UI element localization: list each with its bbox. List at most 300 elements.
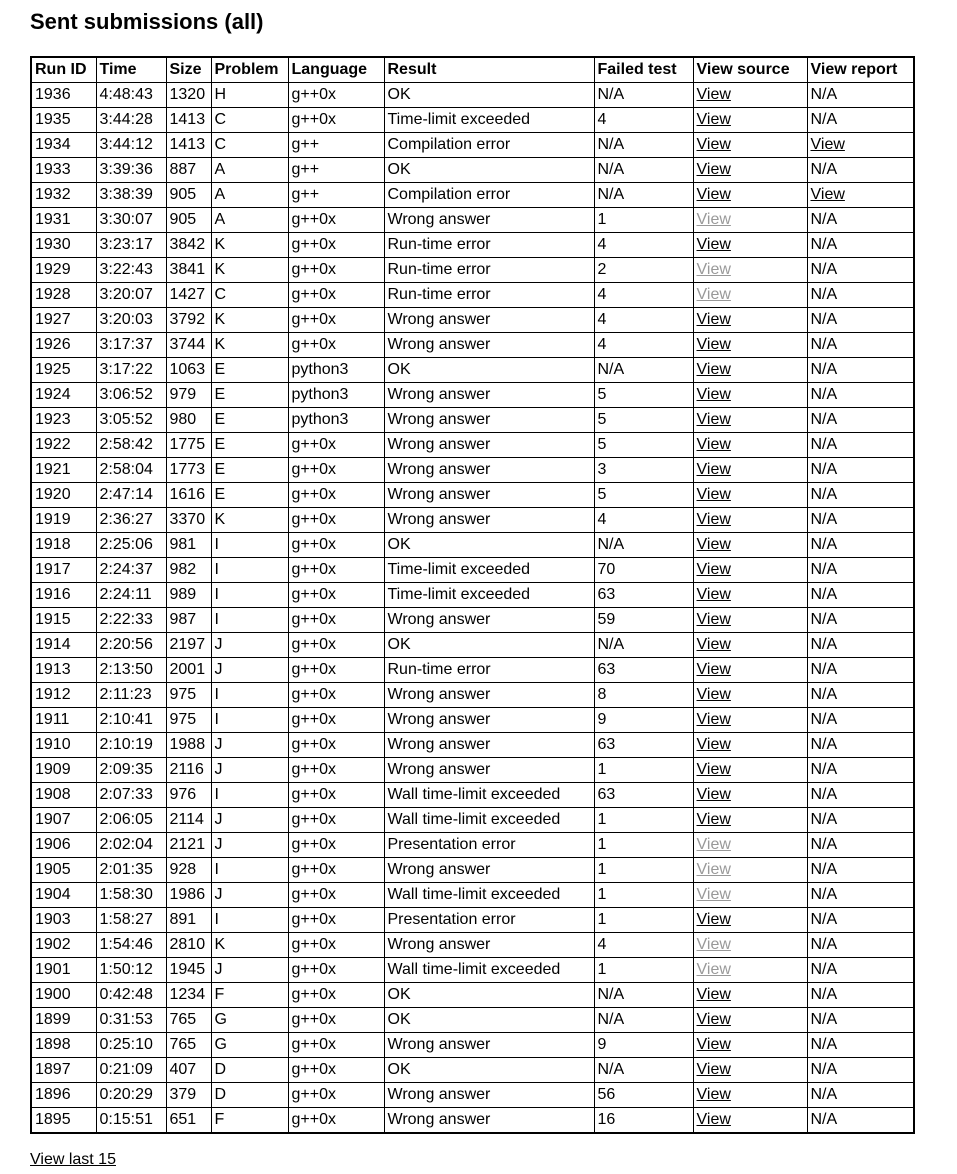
cell-language: g++0x — [288, 558, 384, 583]
view-source-link[interactable]: View — [696, 986, 731, 1003]
cell-view-report — [807, 183, 914, 208]
table-row — [31, 858, 914, 883]
cell-time: 3:22:43 — [96, 258, 166, 283]
cell-view-report: N/A — [807, 808, 914, 833]
cell-failed-test: 63 — [594, 783, 693, 808]
view-source-link[interactable]: View — [696, 886, 731, 903]
table-row — [31, 83, 914, 108]
view-source-link[interactable]: View — [696, 386, 731, 403]
cell-problem: C — [211, 133, 288, 158]
cell-view-source — [693, 858, 807, 883]
view-source-link[interactable]: View — [696, 161, 731, 178]
cell-language: g++0x — [288, 458, 384, 483]
view-source-link[interactable]: View — [696, 361, 731, 378]
cell-view-source — [693, 108, 807, 133]
table-row — [31, 258, 914, 283]
cell-problem: J — [211, 958, 288, 983]
table-row — [31, 108, 914, 133]
cell-time: 0:25:10 — [96, 1033, 166, 1058]
cell-view-source — [693, 1033, 807, 1058]
column-header-view-source: View source — [693, 57, 807, 83]
cell-failed-test: 1 — [594, 208, 693, 233]
table-row — [31, 558, 914, 583]
cell-language: g++0x — [288, 708, 384, 733]
table-row — [31, 633, 914, 658]
cell-run-id: 1933 — [31, 158, 96, 183]
cell-time: 3:20:03 — [96, 308, 166, 333]
view-source-link[interactable]: View — [696, 86, 731, 103]
cell-view-source — [693, 158, 807, 183]
view-source-link[interactable]: View — [696, 786, 731, 803]
view-source-link[interactable]: View — [696, 211, 731, 228]
table-row — [31, 358, 914, 383]
cell-run-id: 1903 — [31, 908, 96, 933]
view-source-link[interactable]: View — [696, 186, 731, 203]
cell-size: 891 — [166, 908, 211, 933]
cell-time: 2:22:33 — [96, 608, 166, 633]
view-source-link[interactable]: View — [696, 1036, 731, 1053]
cell-time: 2:10:19 — [96, 733, 166, 758]
cell-language: g++0x — [288, 283, 384, 308]
cell-problem: K — [211, 508, 288, 533]
cell-size: 2197 — [166, 633, 211, 658]
cell-size: 1063 — [166, 358, 211, 383]
cell-result: OK — [384, 1008, 594, 1033]
cell-failed-test: 63 — [594, 658, 693, 683]
cell-result: Wrong answer — [384, 1083, 594, 1108]
cell-problem: I — [211, 533, 288, 558]
cell-problem: I — [211, 683, 288, 708]
cell-run-id: 1915 — [31, 608, 96, 633]
cell-size: 2810 — [166, 933, 211, 958]
cell-time: 3:44:12 — [96, 133, 166, 158]
cell-view-source — [693, 1083, 807, 1108]
view-source-link[interactable]: View — [696, 111, 731, 128]
cell-view-report: N/A — [807, 233, 914, 258]
cell-size: 2001 — [166, 658, 211, 683]
column-header-result: Result — [384, 57, 594, 83]
cell-time: 3:39:36 — [96, 158, 166, 183]
cell-view-report: N/A — [807, 583, 914, 608]
cell-view-source — [693, 458, 807, 483]
cell-size: 1945 — [166, 958, 211, 983]
cell-failed-test: 63 — [594, 733, 693, 758]
cell-run-id: 1920 — [31, 483, 96, 508]
table-row — [31, 758, 914, 783]
cell-time: 0:20:29 — [96, 1083, 166, 1108]
cell-result: Wrong answer — [384, 408, 594, 433]
cell-view-report: N/A — [807, 683, 914, 708]
table-row — [31, 508, 914, 533]
cell-view-report: N/A — [807, 733, 914, 758]
cell-result: Wall time-limit exceeded — [384, 783, 594, 808]
cell-view-source — [693, 833, 807, 858]
table-row — [31, 183, 914, 208]
cell-failed-test: 1 — [594, 958, 693, 983]
cell-result: Wrong answer — [384, 733, 594, 758]
cell-time: 1:50:12 — [96, 958, 166, 983]
table-row — [31, 308, 914, 333]
table-row — [31, 883, 914, 908]
cell-run-id: 1918 — [31, 533, 96, 558]
table-row — [31, 708, 914, 733]
cell-run-id: 1935 — [31, 108, 96, 133]
cell-failed-test: 5 — [594, 433, 693, 458]
cell-language: g++ — [288, 133, 384, 158]
cell-result: Wrong answer — [384, 608, 594, 633]
cell-run-id: 1906 — [31, 833, 96, 858]
cell-view-source — [693, 808, 807, 833]
cell-size: 989 — [166, 583, 211, 608]
cell-size: 2121 — [166, 833, 211, 858]
cell-size: 3841 — [166, 258, 211, 283]
cell-problem: J — [211, 658, 288, 683]
table-row — [31, 983, 914, 1008]
cell-time: 1:58:27 — [96, 908, 166, 933]
cell-view-report: N/A — [807, 708, 914, 733]
cell-failed-test: N/A — [594, 158, 693, 183]
cell-view-source — [693, 658, 807, 683]
view-source-link[interactable]: View — [696, 686, 731, 703]
cell-run-id: 1901 — [31, 958, 96, 983]
cell-run-id: 1896 — [31, 1083, 96, 1108]
view-source-link[interactable]: View — [696, 811, 731, 828]
cell-problem: K — [211, 308, 288, 333]
table-row — [31, 458, 914, 483]
column-header-problem: Problem — [211, 57, 288, 83]
view-source-link[interactable]: View — [696, 311, 731, 328]
cell-size: 407 — [166, 1058, 211, 1083]
cell-result: Wrong answer — [384, 1033, 594, 1058]
cell-view-report: N/A — [807, 308, 914, 333]
view-source-link[interactable]: View — [696, 261, 731, 278]
cell-language: g++0x — [288, 1058, 384, 1083]
cell-problem: H — [211, 83, 288, 108]
cell-run-id: 1910 — [31, 733, 96, 758]
view-source-link[interactable]: View — [696, 711, 731, 728]
cell-result: Run-time error — [384, 258, 594, 283]
cell-problem: I — [211, 608, 288, 633]
cell-result: Wrong answer — [384, 458, 594, 483]
view-source-link[interactable]: View — [696, 586, 731, 603]
cell-problem: E — [211, 408, 288, 433]
cell-run-id: 1919 — [31, 508, 96, 533]
cell-size: 887 — [166, 158, 211, 183]
cell-result: OK — [384, 158, 594, 183]
cell-failed-test: N/A — [594, 1058, 693, 1083]
cell-view-report: N/A — [807, 83, 914, 108]
cell-time: 1:58:30 — [96, 883, 166, 908]
view-source-link[interactable]: View — [696, 336, 731, 353]
page-title: Sent submissions (all) — [30, 9, 264, 34]
cell-size: 3842 — [166, 233, 211, 258]
cell-time: 0:15:51 — [96, 1108, 166, 1134]
table-row — [31, 908, 914, 933]
cell-result: Wrong answer — [384, 333, 594, 358]
table-row — [31, 583, 914, 608]
cell-language: g++0x — [288, 1033, 384, 1058]
cell-size: 1234 — [166, 983, 211, 1008]
cell-language: g++0x — [288, 308, 384, 333]
cell-run-id: 1899 — [31, 1008, 96, 1033]
cell-problem: J — [211, 633, 288, 658]
cell-failed-test: N/A — [594, 533, 693, 558]
cell-result: Run-time error — [384, 283, 594, 308]
cell-problem: J — [211, 733, 288, 758]
view-source-link[interactable]: View — [696, 461, 731, 478]
table-row — [31, 683, 914, 708]
view-last-15-link[interactable]: View last 15 — [30, 1151, 116, 1168]
cell-view-report: N/A — [807, 908, 914, 933]
cell-language: g++0x — [288, 483, 384, 508]
cell-result: Run-time error — [384, 233, 594, 258]
cell-problem: G — [211, 1033, 288, 1058]
cell-run-id: 1914 — [31, 633, 96, 658]
table-row — [31, 958, 914, 983]
cell-result: Compilation error — [384, 133, 594, 158]
cell-view-report: N/A — [807, 758, 914, 783]
cell-language: g++0x — [288, 933, 384, 958]
cell-result: Wrong answer — [384, 933, 594, 958]
cell-run-id: 1911 — [31, 708, 96, 733]
cell-language: g++0x — [288, 808, 384, 833]
cell-time: 2:02:04 — [96, 833, 166, 858]
cell-view-source — [693, 933, 807, 958]
cell-run-id: 1907 — [31, 808, 96, 833]
table-body — [31, 83, 914, 1134]
cell-run-id: 1916 — [31, 583, 96, 608]
cell-view-source — [693, 508, 807, 533]
cell-result: Wrong answer — [384, 1108, 594, 1134]
cell-language: g++0x — [288, 783, 384, 808]
cell-language: g++0x — [288, 508, 384, 533]
cell-run-id: 1898 — [31, 1033, 96, 1058]
cell-view-report: N/A — [807, 158, 914, 183]
cell-size: 982 — [166, 558, 211, 583]
cell-view-report: N/A — [807, 558, 914, 583]
view-source-link[interactable]: View — [696, 661, 731, 678]
cell-time: 2:58:04 — [96, 458, 166, 483]
cell-view-report: N/A — [807, 508, 914, 533]
view-report-link[interactable]: View — [810, 186, 845, 203]
cell-run-id: 1921 — [31, 458, 96, 483]
view-source-link[interactable]: View — [696, 761, 731, 778]
cell-size: 651 — [166, 1108, 211, 1134]
cell-view-source — [693, 383, 807, 408]
cell-problem: I — [211, 908, 288, 933]
cell-time: 2:13:50 — [96, 658, 166, 683]
cell-size: 1988 — [166, 733, 211, 758]
table-row — [31, 833, 914, 858]
cell-failed-test: 1 — [594, 883, 693, 908]
cell-language: g++0x — [288, 608, 384, 633]
table-row — [31, 1033, 914, 1058]
cell-size: 1320 — [166, 83, 211, 108]
cell-language: python3 — [288, 408, 384, 433]
view-source-link[interactable]: View — [696, 486, 731, 503]
cell-failed-test: 59 — [594, 608, 693, 633]
cell-time: 3:17:22 — [96, 358, 166, 383]
cell-view-source — [693, 558, 807, 583]
cell-run-id: 1917 — [31, 558, 96, 583]
cell-run-id: 1922 — [31, 433, 96, 458]
cell-time: 2:24:11 — [96, 583, 166, 608]
view-source-link[interactable]: View — [696, 1061, 731, 1078]
view-source-link[interactable]: View — [696, 536, 731, 553]
cell-view-source — [693, 483, 807, 508]
cell-failed-test: 2 — [594, 258, 693, 283]
column-header-size: Size — [166, 57, 211, 83]
cell-language: g++0x — [288, 733, 384, 758]
view-source-link[interactable]: View — [696, 836, 731, 853]
cell-view-source — [693, 583, 807, 608]
cell-size: 980 — [166, 408, 211, 433]
view-source-link[interactable]: View — [696, 1111, 731, 1128]
view-source-link[interactable]: View — [696, 286, 731, 303]
cell-language: g++0x — [288, 958, 384, 983]
cell-view-report: N/A — [807, 633, 914, 658]
cell-view-report: N/A — [807, 333, 914, 358]
cell-size: 1413 — [166, 133, 211, 158]
cell-result: OK — [384, 1058, 594, 1083]
cell-result: Wall time-limit exceeded — [384, 808, 594, 833]
cell-view-report: N/A — [807, 108, 914, 133]
cell-problem: J — [211, 808, 288, 833]
view-source-link[interactable]: View — [696, 911, 731, 928]
cell-view-source — [693, 308, 807, 333]
view-source-link[interactable]: View — [696, 561, 731, 578]
cell-failed-test: 1 — [594, 808, 693, 833]
cell-size: 981 — [166, 533, 211, 558]
cell-time: 2:25:06 — [96, 533, 166, 558]
cell-time: 3:38:39 — [96, 183, 166, 208]
view-report-link[interactable]: View — [810, 136, 845, 153]
cell-time: 2:24:37 — [96, 558, 166, 583]
cell-time: 2:09:35 — [96, 758, 166, 783]
view-source-link[interactable]: View — [696, 411, 731, 428]
cell-problem: K — [211, 933, 288, 958]
column-header-view-report: View report — [807, 57, 914, 83]
cell-result: Presentation error — [384, 908, 594, 933]
cell-view-report: N/A — [807, 433, 914, 458]
cell-failed-test: 4 — [594, 933, 693, 958]
cell-time: 3:20:07 — [96, 283, 166, 308]
view-source-link[interactable]: View — [696, 436, 731, 453]
cell-view-report: N/A — [807, 1083, 914, 1108]
view-source-link[interactable]: View — [696, 961, 731, 978]
cell-run-id: 1929 — [31, 258, 96, 283]
cell-failed-test: 4 — [594, 308, 693, 333]
cell-result: Wall time-limit exceeded — [384, 883, 594, 908]
cell-view-source — [693, 1108, 807, 1134]
cell-time: 2:07:33 — [96, 783, 166, 808]
view-source-link[interactable]: View — [696, 636, 731, 653]
cell-view-report: N/A — [807, 1033, 914, 1058]
cell-language: g++0x — [288, 1108, 384, 1134]
cell-time: 3:23:17 — [96, 233, 166, 258]
cell-result: Run-time error — [384, 658, 594, 683]
cell-view-source — [693, 233, 807, 258]
cell-time: 2:36:27 — [96, 508, 166, 533]
view-source-link[interactable]: View — [696, 861, 731, 878]
cell-view-source — [693, 208, 807, 233]
cell-language: g++0x — [288, 883, 384, 908]
cell-time: 3:30:07 — [96, 208, 166, 233]
cell-time: 4:48:43 — [96, 83, 166, 108]
cell-view-source — [693, 708, 807, 733]
table-row — [31, 333, 914, 358]
table-row — [31, 283, 914, 308]
view-source-link[interactable]: View — [696, 1011, 731, 1028]
view-source-link[interactable]: View — [696, 1086, 731, 1103]
cell-failed-test: 1 — [594, 758, 693, 783]
cell-language: g++0x — [288, 83, 384, 108]
cell-time: 2:11:23 — [96, 683, 166, 708]
cell-view-report: N/A — [807, 933, 914, 958]
cell-size: 905 — [166, 183, 211, 208]
cell-view-source — [693, 908, 807, 933]
cell-failed-test: 4 — [594, 108, 693, 133]
cell-problem: E — [211, 358, 288, 383]
cell-problem: D — [211, 1083, 288, 1108]
cell-language: g++0x — [288, 1008, 384, 1033]
table-row — [31, 608, 914, 633]
cell-run-id: 1932 — [31, 183, 96, 208]
cell-view-source — [693, 408, 807, 433]
cell-view-report: N/A — [807, 783, 914, 808]
cell-failed-test: 5 — [594, 408, 693, 433]
cell-view-report: N/A — [807, 258, 914, 283]
cell-view-report: N/A — [807, 283, 914, 308]
cell-result: OK — [384, 533, 594, 558]
cell-problem: G — [211, 1008, 288, 1033]
cell-failed-test: N/A — [594, 183, 693, 208]
cell-view-source — [693, 608, 807, 633]
cell-time: 3:06:52 — [96, 383, 166, 408]
view-source-link[interactable]: View — [696, 136, 731, 153]
submissions-table — [30, 56, 915, 1134]
cell-time: 2:58:42 — [96, 433, 166, 458]
cell-failed-test: N/A — [594, 1008, 693, 1033]
cell-language: g++0x — [288, 108, 384, 133]
cell-failed-test: 1 — [594, 858, 693, 883]
cell-problem: E — [211, 483, 288, 508]
cell-language: g++0x — [288, 833, 384, 858]
view-source-link[interactable]: View — [696, 611, 731, 628]
cell-failed-test: 4 — [594, 333, 693, 358]
cell-view-report: N/A — [807, 208, 914, 233]
cell-view-source — [693, 958, 807, 983]
cell-failed-test: 9 — [594, 1033, 693, 1058]
cell-problem: K — [211, 333, 288, 358]
cell-size: 3792 — [166, 308, 211, 333]
view-source-link[interactable]: View — [696, 236, 731, 253]
view-source-link[interactable]: View — [696, 736, 731, 753]
cell-problem: F — [211, 983, 288, 1008]
cell-problem: A — [211, 158, 288, 183]
table-row — [31, 1008, 914, 1033]
cell-failed-test: 1 — [594, 833, 693, 858]
cell-view-source — [693, 283, 807, 308]
cell-time: 2:01:35 — [96, 858, 166, 883]
cell-language: g++0x — [288, 433, 384, 458]
cell-failed-test: 4 — [594, 508, 693, 533]
view-source-link[interactable]: View — [696, 511, 731, 528]
cell-view-source — [693, 983, 807, 1008]
cell-view-source — [693, 783, 807, 808]
view-source-link[interactable]: View — [696, 936, 731, 953]
cell-result: Wrong answer — [384, 708, 594, 733]
